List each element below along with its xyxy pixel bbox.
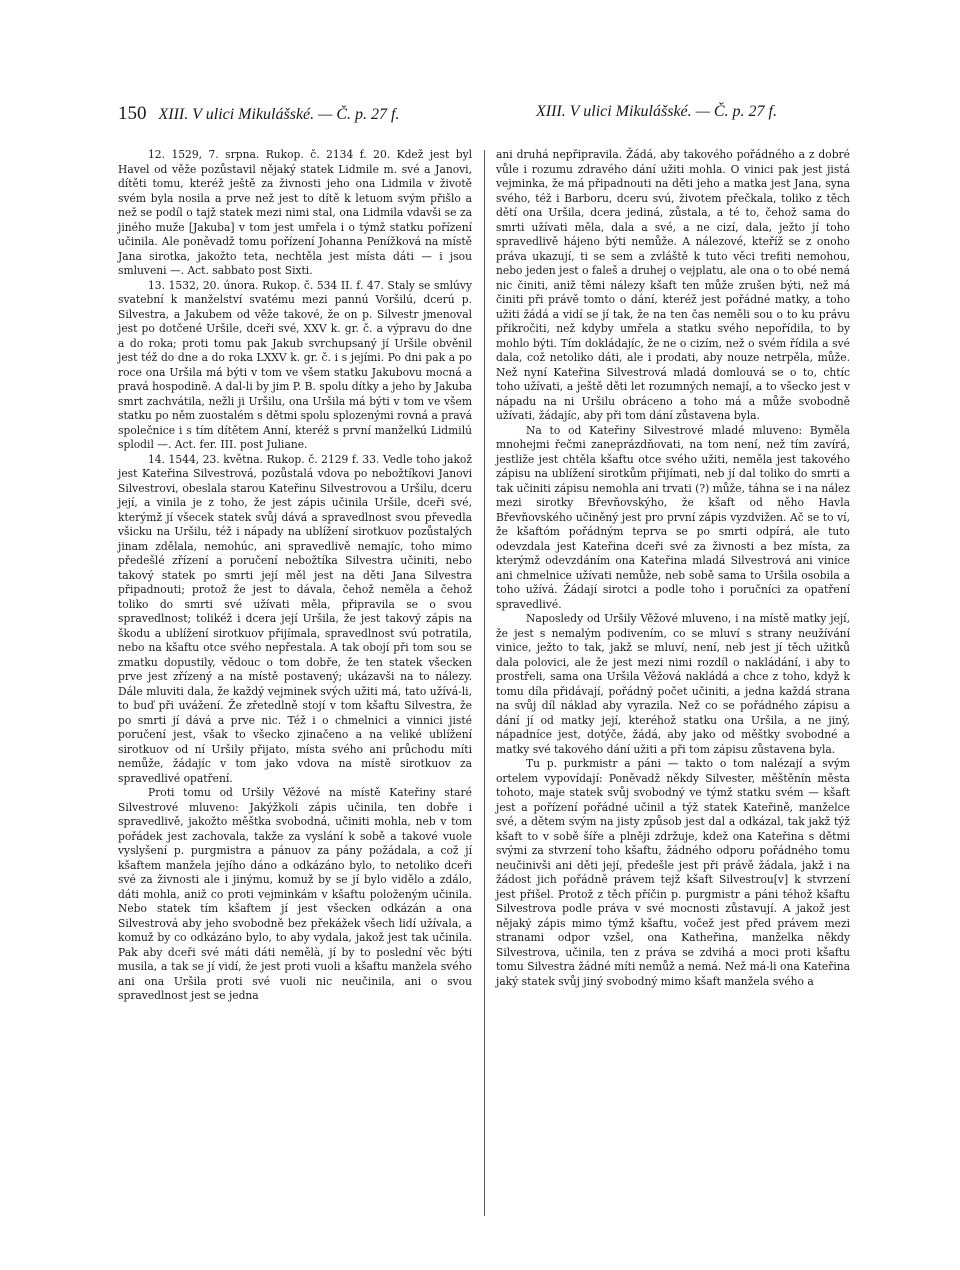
page-header-left bbox=[118, 103, 400, 125]
page-header-right bbox=[536, 103, 777, 125]
right-column bbox=[496, 148, 850, 989]
paragraph-continuation: ani druhá nepřipravila. Žádá, aby takového pořádného a z dobré vůle i rozumu zdravého dání užiti mohla. O vinici pak jest jistá vejminka, že má připadnouti na děti jeho a matka jest Jana, syna svého, též i Barboru, dceru svú, životem přečkala, toliko z těch dětí ona Uršila, dcera jediná, zůstala, a té to, čehož sama do smrti užívati měla, dala a své, a ne cizí, dala, ježto jí toho spravedlivě hájeno býti nemůže. A nálezové, kteříž se z onoho práva ukazují, ti se sem a zvláště k tuto věci trefiti nemohou, nebo jeden jest o faleš a druhej o vejplatu, ale ona o to obé nemá nic činiti, aniž těmi nálezy kšaft ten může zrušen býti, než má činiti při právě tomto o dání, kteréž jest pořádné matky, a toho užiti žádá a vidí se jí tak, že na ten čas neměli sou o to ku právu přikročiti, než kdyby umřela a statku svého nepořídila, to by mohlo býti. Tím dokládajíc, že ne o cizím, než o svém řídila a své dala, což netoliko dáti, ale i prodati, aby nouze netrpěla, může. Než nyní Kateřina Silvestrová mladá domlouvá se o to, chtíc toho užívati, a ještě děti let rozumných nemají, a to všecko jest v nápadu na ni Uršilu obráceno a toho má a může svobodně užívati, žádajíc, aby při tom dání zůstavena byla. bbox=[496, 148, 850, 422]
entry-13: 13. 1532, 20. února. Rukop. č. 534 II. f. 47. Staly se smlúvy svatební k manželství svatému mezi pannú Voršilú, dcerú p. Silvestra, a Jakubem od věže takové, že on p. Silvestr jmenoval jest po dotčené Uršile, dceři své, XXV k. gr. č. a výpravu do dne a do roka; proti tomu pak Jakub svrchupsaný jí Uršile obvěnil jest též do dne a do roka LXXV k. gr. č. i s jejími. Po dni pak a po roce ona Uršila má býti v tom ve všem statku Jakubovu mocná a pravá hospodině. A dal-li by jim P. B. spolu dítky a jeho by Jakuba smrt zachvátila, nežli ji Uršilu, ona Uršila má býti v tom ve všem statku po něm zuostalém s dětmi spolu splozenými rovná a pravá společnice i s tím dítětem Anní, kteréž s první manželkú Lidmilú splodil —. Act. fer. III. post Juliane. bbox=[118, 278, 472, 451]
paragraph-na-to: Na to od Kateřiny Silvestrové mladé mluveno: Byměla mnohejmi řečmi zaneprázdňovati, na tom není, než tím zavírá, jestliže jest chtěla kšaftu otce svého užiti, neměla jest takového zápisu na ublížení sirotkům přijímati, neb jí dal toliko do smrti a tak učiniti zápisu nemohla ani trvati (?) může, táhna se i na nález mezi sirotky Břevňovskýho, že kšaft od něho Havla Břevňovského učiněný jest pro první zápis vyzdvižen. Ač se to ví, že kšaftóm pořádným teprva se po smrti odpírá, ale tuto odevzdala jest Kateřina dceři své za živnosti a bez místa, za kterýmž odevzdáním ona Kateřina mladá Silvestrová ani vinice ani chmelnice užívati nemůže, neb sobě sama to Uršila osobila a toho užívá. Žádají sirotci a podle toho i poručníci za opatření spravedlivé. bbox=[496, 423, 850, 611]
entry-14: 14. 1544, 23. května. Rukop. č. 2129 f. 33. Vedle toho jakož jest Kateřina Silvestrová, pozůstalá vdova po nebožtíkovi Janovi Silvestrovi, obeslala starou Kateřinu Silvestrovou a Uršilu, dceru její, a vinila je z toho, že jest zápis učinila Uršile, dceři své, kterýmž jí všecek statek svůj dává a spravedlnost svou převedla všicku na Uršilu, též i nápady na ublížení sirotkuov pozůstalých jinam zdělala, nemohúc, ani spravedlivě nemajíc, toho mimo předešlé zřízení a poručení nebožtíka Silvestra učiniti, nebo takový statek po smrti její měl jest na děti Jana Silvestra připadnouti; protož že jest to dávala, čehož neměla a čehož toliko do smrti své užívati měla, připravila se o svou spravedlnost; tolikéž i dcera její Uršila, že jest takový zápis na škodu a ublížení sirotkuov přijímala, spravedlnost svú potratila, nebo na kšaftu otce svého nepřestala. A tak obojí při tom sou se zmatku dopustily, vědouc o tom dobře, že ten statek všecken prve jest zřízený a na místě postavený; ukázavši na to nálezy. Dále mluviti dala, že každý vejminek svých užiti má, tato užívá-li, to buď při uvážení. Že zřetedlně stojí v tom kšaftu Silvestra, že po smrti jí dává a prve nic. Též i o chmelnici a vinnici jisté poručení jest, však to všecko zjinačeno a na veliké ublížení sirotkuov od ní Uršily přijato, místa svého ani průchodu míti nemůže, žádajíc v tom jako vdova na místě sirotkuov za spravedlivé opatření. bbox=[118, 452, 472, 785]
left-column bbox=[118, 148, 472, 1004]
paragraph-naposledy: Naposledy od Uršily Věžové mluveno, i na místě matky její, že jest s nemalým podivením, co se mluví s strany neužívání vinice, ježto to tak, jakž se mluví, není, neb jest jí těch užitků dala polovici, ale že jest mezi nimi rozdíl o nakládání, i aby to prostřeli, sama ona Uršila Věžová nakládá a chce z toho, když k tomu díla přidávají, pořádný počet učiniti, a jedna každá strana na svůj díl náklad aby vyrazila. Než co se pořádného zápisu a dání jí od matky její, kteréhož statku ona Uršila, a ne jiný, nápadníce jest, dotýče, žádá, aby jako od měštky svobodné a matky své takového dání užiti a při tom zápisu zůstavena byla. bbox=[496, 612, 850, 756]
entry-12: 12. 1529, 7. srpna. Rukop. č. 2134 f. 20. Kdež jest byl Havel od věže pozůstavil nějaký statek Lidmile m. své a Janovi, dítěti tomu, kteréž ještě za živnosti jeho ona Lidmila v životě svém byla nosila a prve než jest to dítě k letuom svým přišlo a než se podíl o tajž statek mezi nimi stal, ona Lidmila vdavši se za jiného muže [Jakuba] v tom jest umřela i o týmž statku pořízení učinila. Ale poněvadž tomu pořízení Johanna Penížková na místě Jana sirotka, jakožto teta, nechtěla jest místa dáti — i jsou smluveni —. Act. sabbato post Sixti. bbox=[118, 148, 472, 277]
running-title-left: XIII. V ulici Mikulášské. — Č. p. 27 f. bbox=[158, 106, 400, 123]
paragraph-proti-tomu: Proti tomu od Uršily Věžové na místě Kateřiny staré Silvestrové mluveno: Jakýžkoli zápis učinila, ten dobře i spravedlivě, jakožto měštka svobodná, učiniti mohla, neb v tom pořádek jest zachovala, takže za vyslání k sobě a takové vuole vyslyšení p. purgmistra a pánuov za pány požádala, a což jí kšaftem manžela jejího dáno a odkázáno bylo, to netoliko dceři své za živnosti ale i jinýmu, komuž by se jí bylo vidělo a zdálo, dáti mohla, aniž co proti vejminkám v kšaftu položeným učinila. Nebo statek tím kšaftem jí jest všecken odkázán a ona Silvestrová aby jeho svobodně bez překážek všech lidí užívala, a komuž by co odkázáno bylo, to aby vydala, jakož jest tak učinila. Pak aby dceři své máti dáti nemělà, jí by to poslední věc býti musila, a tak se jí vidí, že jest proti vuoli a kšaftu manžela svého ani ona Uršila proti své vuoli nic neučinila, ani o svou spravedlnost jest se jedna bbox=[118, 786, 472, 1002]
paragraph-verdict: Tu p. purkmistr a páni — takto o tom nalézají a svým ortelem vypovídají: Poněvadž někdy Silvester, měštěnín města tohoto, maje statek svůj svobodný ve týmž statku svém — kšaft jest a pořízení pořádné učinil a týž statek Kateřině, manželce své, a dětem svým na jisty způsob jest dal a odkázal, tak jakž týž kšaft to v sobě šíře a plněji zdržuje, kdež ona Kateřina s dětmi svými za stvrzení toho kšaftu, žádného odporu pořádného tomu neučinivši ani děti její, předešle jest při právě žádala, jakž i na žádost jich pořádně právem tejž kšaft Silvestrou[v] k stvrzení jest přišel. Protož z těch příčin p. purgmistr a páni téhož kšaftu Silvestrova podle práva v své mocnosti zůstavují. A jakož jest nějaký zápis mimo týmž kšaftu, vočež jest před právem mezi stranami odpor vzšel, ona Katheřina, manželka někdy Silvestrova, učinila, ten z práva se zdvihá a moci proti kšaftu tomu Silvestra žádné míti nemůž a nemá. Než má-li ona Kateřina jaký statek svůj jiný svobodný mimo kšaft manžela svého a bbox=[496, 757, 850, 988]
column-divider bbox=[484, 150, 485, 1216]
running-title-right: XIII. V ulici Mikulášské. — Č. p. 27 f. bbox=[536, 103, 777, 120]
page-number: 150 bbox=[118, 103, 147, 124]
